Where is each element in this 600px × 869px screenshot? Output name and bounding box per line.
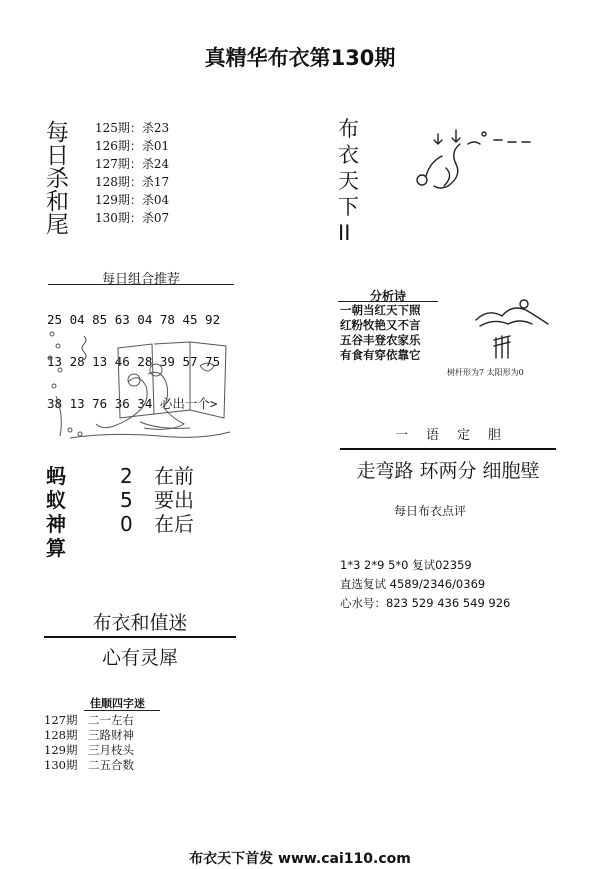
kill-item: 129期：杀04 [95,193,170,207]
poem-line: 一朝当红天下照 [340,303,421,317]
combo-row: 25 04 85 63 04 78 45 92 [47,312,221,327]
poem-line: 五谷丰登农家乐 [340,333,421,347]
jiashun-row [44,713,134,728]
riddle-text: 二五合数 [88,758,134,772]
ant-text: 要出 [154,488,194,512]
sketch-drawing [398,120,558,204]
title-char: 和 [46,189,69,215]
jiashun-row [44,758,134,773]
kill-item: 127期：杀24 [95,157,170,171]
review-line: 1*3 2*9 5*0 复试02359 [340,558,472,572]
title-char: 蚂 [46,464,66,488]
ant-number: 2 [120,464,133,488]
period-label: 129期 [44,743,78,757]
kill-item: 128期：杀17 [95,175,170,189]
ant-text: 在后 [154,512,194,536]
combo-title: 每日组合推荐 [101,272,180,287]
page-title: 真精华布衣第130期 [204,46,396,70]
title-char: 蚁 [46,488,66,512]
riddle-answer: 心有灵犀 [101,647,178,669]
yiyu-divider [340,448,556,450]
ant-row [120,464,194,488]
poem-line: 有食有穿依靠它 [340,348,421,362]
riddle-text: 三月枝头 [88,743,134,757]
review-title: 每日布衣点评 [394,504,467,518]
ant-number: 0 [120,512,133,536]
riddle-text: 二一左右 [88,713,134,727]
yiyu-answer: 走弯路 环两分 细胞壁 [356,460,540,482]
ant-section-title [46,464,70,560]
review-lines [340,556,510,613]
kill-list [95,119,169,227]
sketch-caption: 树杆形为7 太阳形为0 [447,368,524,377]
tree-sun-sketch [466,290,566,364]
riddle-divider [44,636,236,638]
jiashun-row [44,743,134,758]
title-char: 杀 [46,166,69,192]
title-char: 下 [338,195,359,219]
riddle-text: 三路财神 [88,728,134,742]
combo-row: 38 13 76 36 34 必出一个> [47,396,218,411]
title-char: 布 [338,117,359,141]
title-char: 算 [46,536,66,560]
ant-number: 5 [120,488,133,512]
kill-item: 130期：杀07 [95,211,170,225]
kill-item: 125期：杀23 [95,121,170,135]
poem-lines [340,303,421,363]
jiashun-divider [84,710,160,711]
poem-line: 红粉牧艳又不言 [340,318,421,332]
review-line: 心水号：823 529 436 549 926 [340,596,511,610]
footer-banner: 布衣天下首发 www.cai110.com [189,851,411,867]
jiashun-list [44,713,134,773]
title-char: 每 [46,120,69,146]
period-label: 130期 [44,758,78,772]
period-label: 128期 [44,728,78,742]
title-char: 神 [46,512,66,536]
ant-row [120,488,194,512]
title-char: 衣 [338,143,359,167]
poem-title: 分析诗 [369,289,406,303]
scholars-illustration [40,326,240,444]
poem-divider [338,301,438,302]
riddle-title: 布衣和值迷 [92,612,188,634]
ant-text: 在前 [154,464,194,488]
title-char: 日 [46,143,69,169]
kill-item: 126期：杀01 [95,139,170,153]
buyi-section-title [338,116,368,246]
title-char: 尾 [46,212,69,238]
review-line: 直选复试 4589/2346/0369 [340,577,486,591]
title-char: 天 [338,169,359,193]
jiashun-title: 佳顺四字迷 [90,697,145,710]
combo-row: 13 28 13 46 28 39 57 75 [47,354,221,369]
ant-rows [120,464,194,536]
jiashun-row [44,728,134,743]
title-char: II [338,221,351,245]
yiyu-title: 一语定胆 [394,428,519,443]
kill-section-title [46,122,74,237]
ant-row [120,512,194,536]
period-label: 127期 [44,713,78,727]
